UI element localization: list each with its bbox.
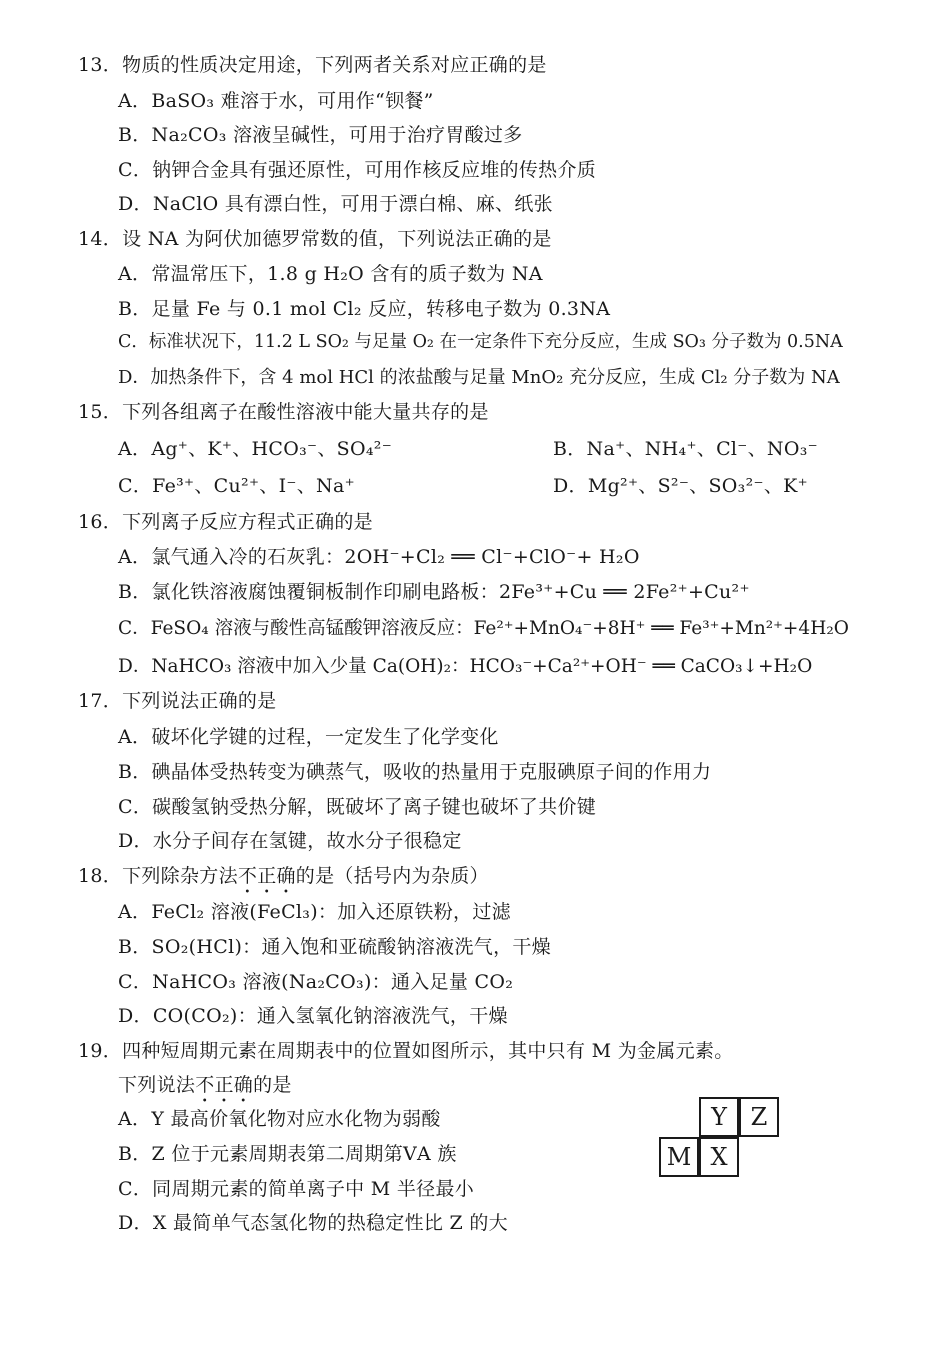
q16-option-d: D．NaHCO₃ 溶液中加入少量 Ca(OH)₂：HCO₃⁻+Ca²⁺+OH⁻ ══ CaCO₃↓+H₂O	[118, 656, 813, 677]
q18-stem	[78, 861, 489, 898]
q14-option-c: C．标准状况下，11.2 L SO₂ 与足量 O₂ 在一定条件下充分反应，生成 SO₃ 分子数为 0.5NA	[118, 332, 843, 352]
q17-option-a: A．破坏化学键的过程，一定发生了化学变化	[118, 726, 499, 748]
q17-stem: 17．下列说法正确的是	[78, 690, 277, 712]
cell-m: M	[659, 1137, 699, 1177]
q18-stem-post: 的是（括号内为杂质）	[295, 865, 489, 887]
q15-stem: 15．下列各组离子在酸性溶液中能大量共存的是	[78, 401, 489, 423]
q18-option-c: C．NaHCO₃ 溶液(Na₂CO₃)：通入足量 CO₂	[118, 971, 514, 993]
q13-stem: 13．物质的性质决定用途，下列两者关系对应正确的是	[78, 54, 547, 76]
cell-z: Z	[739, 1097, 779, 1137]
q13-option-a: A．BaSO₃ 难溶于水，可用作“钡餐”	[118, 90, 434, 112]
q13-option-d: D．NaClO 具有漂白性，可用于漂白棉、麻、纸张	[118, 193, 553, 215]
cell-x: X	[699, 1137, 739, 1177]
q19-stem: 19．四种短周期元素在周期表中的位置如图所示，其中只有 M 为金属元素。	[78, 1040, 734, 1062]
q19-option-d: D．X 最简单气态氢化物的热稳定性比 Z 的大	[118, 1212, 508, 1234]
q18-option-d: D．CO(CO₂)：通入氢氧化钠溶液洗气，干燥	[118, 1005, 508, 1027]
periodic-table-fragment	[657, 1097, 785, 1181]
q15-option-d: D．Mg²⁺、S²⁻、SO₃²⁻、K⁺	[553, 475, 808, 497]
q18-stem-pre: 18．下列除杂方法	[78, 865, 238, 887]
q16-option-b: B．氯化铁溶液腐蚀覆铜板制作印刷电路板：2Fe³⁺+Cu ══ 2Fe²⁺+Cu²⁺	[118, 581, 750, 603]
q19-stem2-pre: 下列说法	[118, 1074, 196, 1096]
q19-option-c: C．同周期元素的简单离子中 M 半径最小	[118, 1178, 475, 1200]
q19-stem2-post: 的是	[253, 1074, 292, 1096]
q15-option-b: B．Na⁺、NH₄⁺、Cl⁻、NO₃⁻	[553, 438, 818, 460]
q19-stem-line2	[118, 1070, 292, 1107]
q19-option-a: A．Y 最高价氧化物对应水化物为弱酸	[118, 1108, 441, 1130]
q15-option-c: C．Fe³⁺、Cu²⁺、I⁻、Na⁺	[118, 475, 355, 497]
q14-option-b: B．足量 Fe 与 0.1 mol Cl₂ 反应，转移电子数为 0.3NA	[118, 298, 611, 320]
q16-option-c: C．FeSO₄ 溶液与酸性高锰酸钾溶液反应：Fe²⁺+MnO₄⁻+8H⁺ ══ Fe³⁺+Mn²⁺+4H₂O	[118, 618, 849, 639]
q17-option-d: D．水分子间存在氢键，故水分子很稳定	[118, 830, 462, 852]
q17-option-c: C．碳酸氢钠受热分解，既破坏了离子键也破坏了共价键	[118, 796, 597, 818]
q19-option-b: B．Z 位于元素周期表第二周期第ⅤA 族	[118, 1143, 457, 1165]
q13-option-b: B．Na₂CO₃ 溶液呈碱性，可用于治疗胃酸过多	[118, 124, 523, 146]
q18-option-b: B．SO₂(HCl)：通入饱和亚硫酸钠溶液洗气，干燥	[118, 936, 551, 958]
q15-option-a: A．Ag⁺、K⁺、HCO₃⁻、SO₄²⁻	[118, 438, 393, 460]
q13-option-c: C．钠钾合金具有强还原性，可用作核反应堆的传热介质	[118, 159, 597, 181]
cell-y: Y	[699, 1097, 739, 1137]
q17-option-b: B．碘晶体受热转变为碘蒸气，吸收的热量用于克服碘原子间的作用力	[118, 761, 712, 783]
q14-stem: 14．设 NA 为阿伏加德罗常数的值，下列说法正确的是	[78, 228, 552, 250]
q18-option-a: A．FeCl₂ 溶液(FeCl₃)：加入还原铁粉，过滤	[118, 901, 511, 923]
q14-option-d: D．加热条件下，含 4 mol HCl 的浓盐酸与足量 MnO₂ 充分反应，生成 Cl₂ 分子数为 NA	[118, 367, 840, 388]
q19-stem2-emphasis: 不正确	[195, 1074, 254, 1096]
q16-stem: 16．下列离子反应方程式正确的是	[78, 511, 373, 533]
q14-option-a: A．常温常压下，1.8 g H₂O 含有的质子数为 NA	[118, 263, 543, 285]
q18-stem-emphasis: 不正确	[237, 865, 296, 887]
q16-option-a: A．氯气通入冷的石灰乳：2OH⁻+Cl₂ ══ Cl⁻+ClO⁻+ H₂O	[118, 546, 640, 568]
